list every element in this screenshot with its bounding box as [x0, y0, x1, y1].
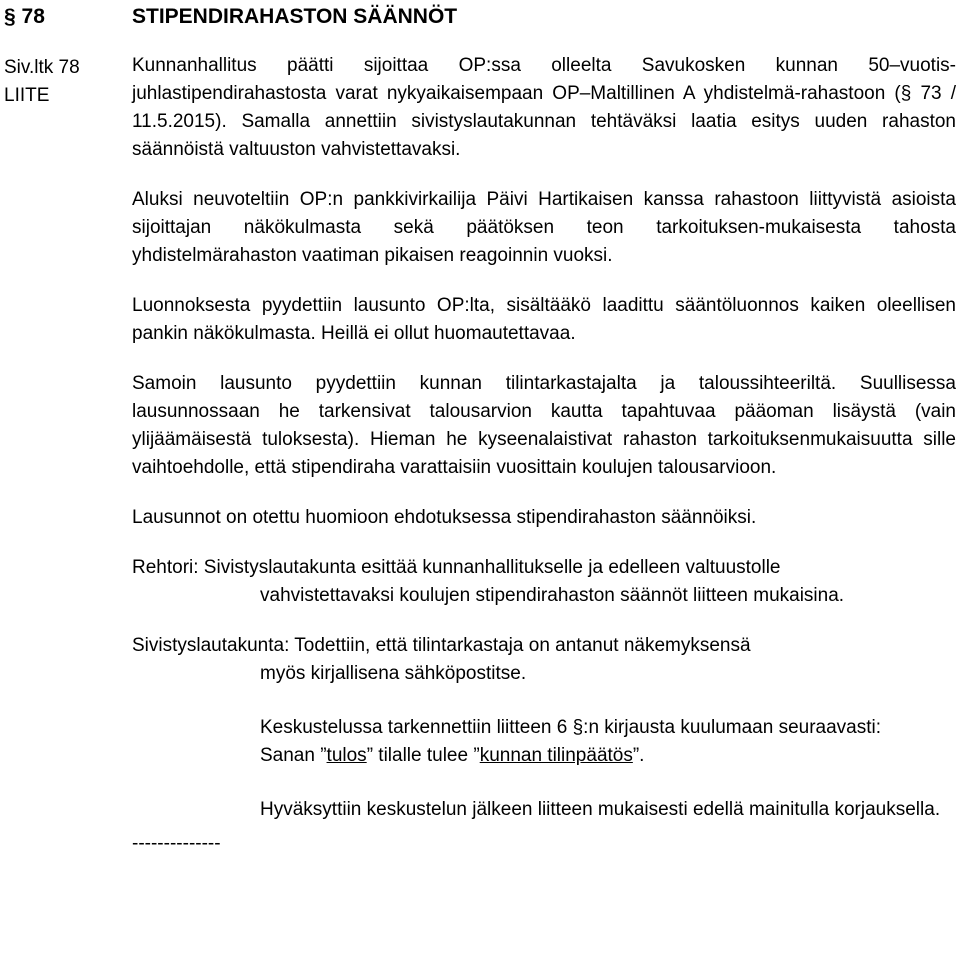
paragraph-conclusion: Lausunnot on otettu huomioon ehdotuksessa stipendirahaston säännöiksi.	[132, 507, 757, 528]
section-title: STIPENDIRAHASTON SÄÄNNÖT	[132, 5, 458, 28]
separator-line: --------------	[132, 833, 221, 854]
discussion-text: Keskustelussa tarkennettiin liitteen 6 §:n kirjausta kuulumaan seuraavasti:	[260, 717, 882, 738]
rehtori-proposal	[132, 554, 956, 610]
paragraph-auditor-statement: Samoin lausunto pyydettiin kunnan tilintarkastajalta ja taloussihteeriltä. Suullisessa lausunnossaan he tarkensivat talousarvion kautta tapahtuvaa pääoman lisäystä (vain ylijäämäisestä tuloksesta). Hieman he kyseenalaistivat rahaston tarkoituksenmukaisuutta sille vaihtoehdolle, että stipendiraha varattaisiin vuosittain koulujen talousarvioon.	[132, 373, 956, 478]
reference-label: Siv.ltk 78 LIITE	[4, 57, 80, 106]
correction-middle: ” tilalle tulee ”	[366, 745, 480, 766]
rehtori-proposal-lead: Rehtori: Sivistyslautakunta esittää kunnanhallitukselle ja edelleen valtuustolle	[132, 557, 781, 578]
approval-text: Hyväksyttiin keskustelun jälkeen liitteen mukaisesti edellä mainitulla korjauksella.	[260, 799, 941, 820]
correction-prefix: Sanan ”	[260, 745, 327, 766]
board-decision-lead: Sivistyslautakunta: Todettiin, että tilintarkastaja on antanut näkemyksensä	[132, 635, 751, 656]
new-word: kunnan tilinpäätös	[479, 745, 633, 766]
rehtori-proposal-continuation: vahvistettavaksi koulujen stipendirahaston säännöt liitteen mukaisina.	[260, 585, 845, 606]
paragraph-background: Kunnanhallitus päätti sijoittaa OP:ssa olleelta Savukosken kunnan 50–vuotis-juhlastipendirahastosta varat nykyaikaisempaan OP–Maltillinen A yhdistelmä-rahastoon (§ 73 / 11.5.2015). Samalla annettiin sivistyslautakunnan tehtäväksi laatia esitys uuden rahaston säännöistä valtuuston vahvistettavaksi.	[132, 55, 956, 160]
discussion-block	[132, 714, 956, 770]
correction-suffix: ”.	[632, 745, 645, 766]
old-word: tulos	[326, 745, 367, 766]
section-body	[132, 52, 956, 858]
paragraph-negotiation: Aluksi neuvoteltiin OP:n pankkivirkailija Päivi Hartikaisen kanssa rahastoon liittyvistä asioista sijoittajan näkökulmasta sekä päätöksen teon tarkoituksen-mukaisesta tahosta yhdistelmärahaston vaatiman pikaisen reagoinnin vuoksi.	[132, 189, 956, 266]
correction-line	[260, 742, 956, 770]
board-decision	[132, 632, 956, 688]
paragraph-draft-statement: Luonnoksesta pyydettiin lausunto OP:lta, sisältääkö laadittu sääntöluonnos kaiken oleellisen pankin näkökulmasta. Heillä ei ollut huomautettavaa.	[132, 295, 956, 344]
board-decision-continuation: myös kirjallisena sähköpostitse.	[260, 663, 527, 684]
section-number: § 78	[4, 5, 45, 28]
section-heading	[0, 0, 960, 34]
